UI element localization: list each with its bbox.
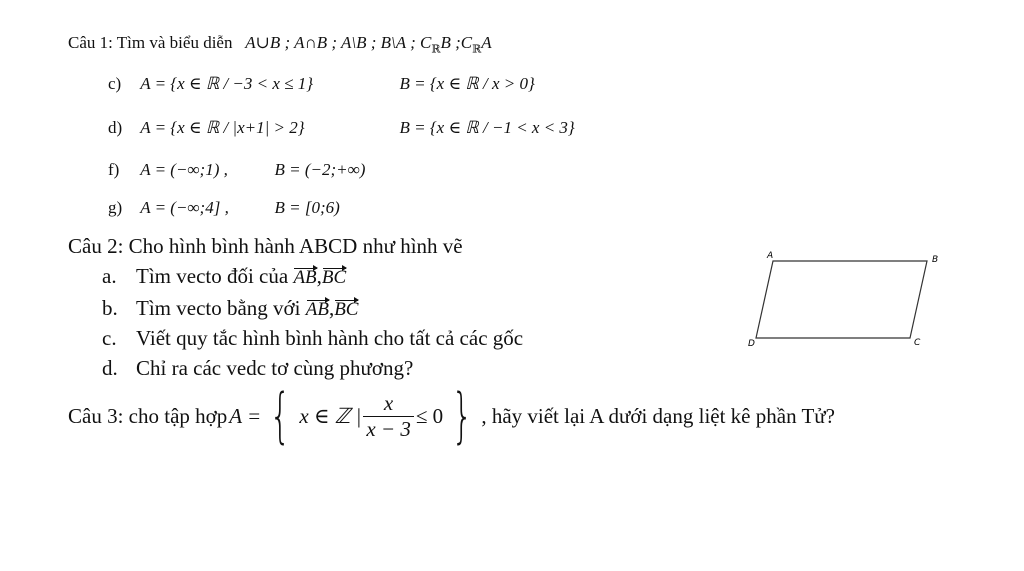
parallelogram-shape bbox=[756, 261, 927, 338]
q1-heading bbox=[68, 33, 492, 55]
vector-ab: AB bbox=[293, 267, 317, 288]
vertex-c-label: C bbox=[914, 338, 921, 348]
vector-bc: BC bbox=[334, 299, 359, 320]
q3-prefix: Câu 3: cho tập hợp bbox=[68, 403, 228, 428]
q2-item-b: b. Tìm vecto bằng với AB,BC bbox=[102, 296, 359, 320]
set-a: A = {x ∈ ℝ / −3 < x ≤ 1} bbox=[140, 74, 314, 93]
q1-item-g: g) A = (−∞;4] , B = [0;6) bbox=[108, 198, 340, 217]
set-b: B = [0;6) bbox=[274, 198, 340, 217]
q2-title: Câu 2: Cho hình bình hành ABCD như hình vẽ bbox=[68, 234, 463, 258]
set-b: B = {x ∈ ℝ / −1 < x < 3} bbox=[399, 118, 575, 137]
q2-item-a: a. Tìm vecto đối của AB,BC bbox=[102, 264, 347, 288]
q3-suffix: , hãy viết lại A dưới dạng liệt kê phần Tử? bbox=[481, 403, 835, 428]
brace-open: { bbox=[269, 381, 291, 451]
set-a: A = (−∞;4] , bbox=[140, 198, 229, 217]
vector-bc: BC bbox=[321, 267, 347, 288]
fraction: $\frac{x}{x - 3}$ bbox=[363, 391, 414, 442]
vertex-a-label: A bbox=[767, 251, 774, 261]
q1-item-c: c) A = {x ∈ ℝ / −3 < x ≤ 1} B = {x ∈ ℝ / x > 0} bbox=[108, 74, 535, 93]
set-a: A = {x ∈ ℝ / |x+1| > 2} bbox=[140, 118, 305, 137]
parallelogram-figure bbox=[740, 244, 950, 354]
set-a: A = (−∞;1) , bbox=[140, 160, 228, 179]
vertex-d-label: D bbox=[748, 339, 755, 349]
q1-item-d: d) A = {x ∈ ℝ / |x+1| > 2} B = {x ∈ ℝ / −1 < x < 3} bbox=[108, 118, 575, 137]
brace-close: } bbox=[451, 381, 473, 451]
set-b: B = {x ∈ ℝ / x > 0} bbox=[399, 74, 535, 93]
vertex-b-label: B bbox=[932, 255, 939, 265]
q1-operations: A∪B ; A∩B ; A\B ; B\A ; $C_ℝB$ $;C_ℝA$ bbox=[245, 33, 492, 56]
q1-title: Câu 1: Tìm và biểu diễn bbox=[68, 33, 233, 52]
set-b: B = (−2;+∞) bbox=[274, 160, 366, 179]
q2-item-d: d. Chỉ ra các vedc tơ cùng phương? bbox=[102, 356, 414, 380]
q1-item-f: f) A = (−∞;1) , B = (−2;+∞) bbox=[108, 160, 366, 179]
q3-line: Câu 3: cho tập hợp A = { x ∈ ℤ | $\frac{x}{x - 3}$ ≤ 0 } , hãy viết lại A dưới dạng liệt kê phần Tử? bbox=[68, 381, 835, 451]
vector-ab: AB bbox=[305, 299, 329, 320]
q2-item-c: c. Viết quy tắc hình bình hành cho tất cả các gốc bbox=[102, 326, 524, 350]
